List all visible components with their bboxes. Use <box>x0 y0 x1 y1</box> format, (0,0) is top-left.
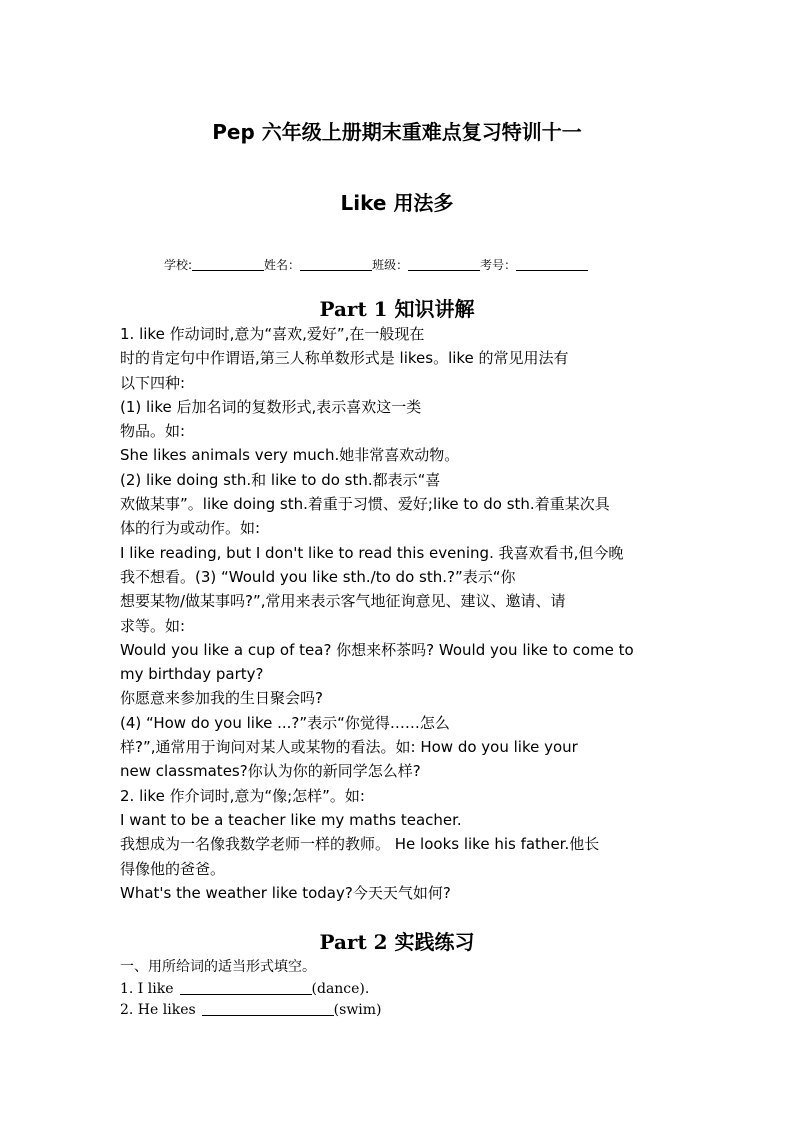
text-line: I like reading, but I don't like to read this evening. 我喜欢看书,但今晚 <box>120 543 624 562</box>
text-line: (4) “How do you like ...?”表示“你觉得……怎么 <box>120 713 450 732</box>
text-line: What's the weather like today?今天天气如何? <box>120 883 451 902</box>
number-blank[interactable] <box>516 258 588 271</box>
text-line: 时的肯定句中作谓语,第三人称单数形式是 likes。like 的常见用法有 <box>120 349 569 368</box>
text-line: 1. like 作动词时,意为“喜欢,爱好”,在一般现在 <box>120 325 425 343</box>
text-line: 得像他的爸爸。 <box>120 859 226 878</box>
name-label: 姓名： <box>264 258 301 272</box>
text-line: Would you like a cup of tea? 你想来杯茶吗? Would you like to come to <box>120 640 634 659</box>
text-line: my birthday party? <box>120 665 264 684</box>
text-line: 物品。如: <box>120 422 186 441</box>
text-line: 以下四种: <box>120 373 186 392</box>
text-line: 求等。如: <box>120 616 186 635</box>
class-blank[interactable] <box>408 258 480 271</box>
page-subtitle: Like 用法多 <box>340 191 454 215</box>
exercise-item <box>120 1000 680 1022</box>
text-line: 欢做某事”。like doing sth.着重于习惯、爱好;like to do sth.着重某次具 <box>120 495 610 514</box>
part1-body <box>120 322 680 905</box>
answer-blank[interactable] <box>180 980 312 995</box>
part2-instruction: 一、用所给词的适当形式填空。 <box>120 959 316 975</box>
exercise-item <box>120 979 680 1001</box>
text-line: (1) like 后加名词的复数形式,表示喜欢这一类 <box>120 397 422 416</box>
exercise-hint: (dance). <box>311 980 370 997</box>
text-line: 我不想看。(3) “Would you like sth./to do sth.?”表示“你 <box>120 567 516 586</box>
text-line: 2. like 作介词时,意为“像;怎样”。如: <box>120 786 365 805</box>
part2-body <box>120 957 680 1022</box>
text-line: She likes animals very much.她非常喜欢动物。 <box>120 446 460 465</box>
page-title: Pep 六年级上册期末重难点复习特训十一 <box>212 120 582 144</box>
text-line: 我想成为一名像我数学老师一样的教师。 He looks like his father.他长 <box>120 835 600 854</box>
number-label: 考号： <box>480 258 517 272</box>
text-line: 想要某物/做某事吗?”,常用来表示客气地征询意见、建议、邀请、请 <box>120 592 566 611</box>
name-blank[interactable] <box>300 258 372 271</box>
text-line: new classmates?你认为你的新同学怎么样? <box>120 762 421 781</box>
exercise-hint: (swim) <box>333 1002 382 1018</box>
part1-heading: Part 1 知识讲解 <box>319 297 475 321</box>
text-line: 样?”,通常用于询问对某人或某物的看法。如: How do you like your <box>120 738 578 757</box>
text-line: I want to be a teacher like my maths teacher. <box>120 810 462 829</box>
exercise-prefix: 2. He likes <box>120 1002 196 1018</box>
school-blank[interactable] <box>192 258 264 271</box>
text-line: (2) like doing sth.和 like to do sth.都表示“喜 <box>120 470 441 489</box>
text-line: 体的行为或动作。如: <box>120 519 261 538</box>
student-info-line <box>164 256 644 273</box>
text-line: 你愿意来参加我的生日聚会吗? <box>120 689 323 708</box>
part2-heading: Part 2 实践练习 <box>319 930 475 954</box>
class-label: 班级： <box>372 258 409 272</box>
answer-blank[interactable] <box>202 1001 334 1016</box>
exercise-prefix: 1. I like <box>120 980 174 997</box>
school-label: 学校: <box>164 258 193 272</box>
